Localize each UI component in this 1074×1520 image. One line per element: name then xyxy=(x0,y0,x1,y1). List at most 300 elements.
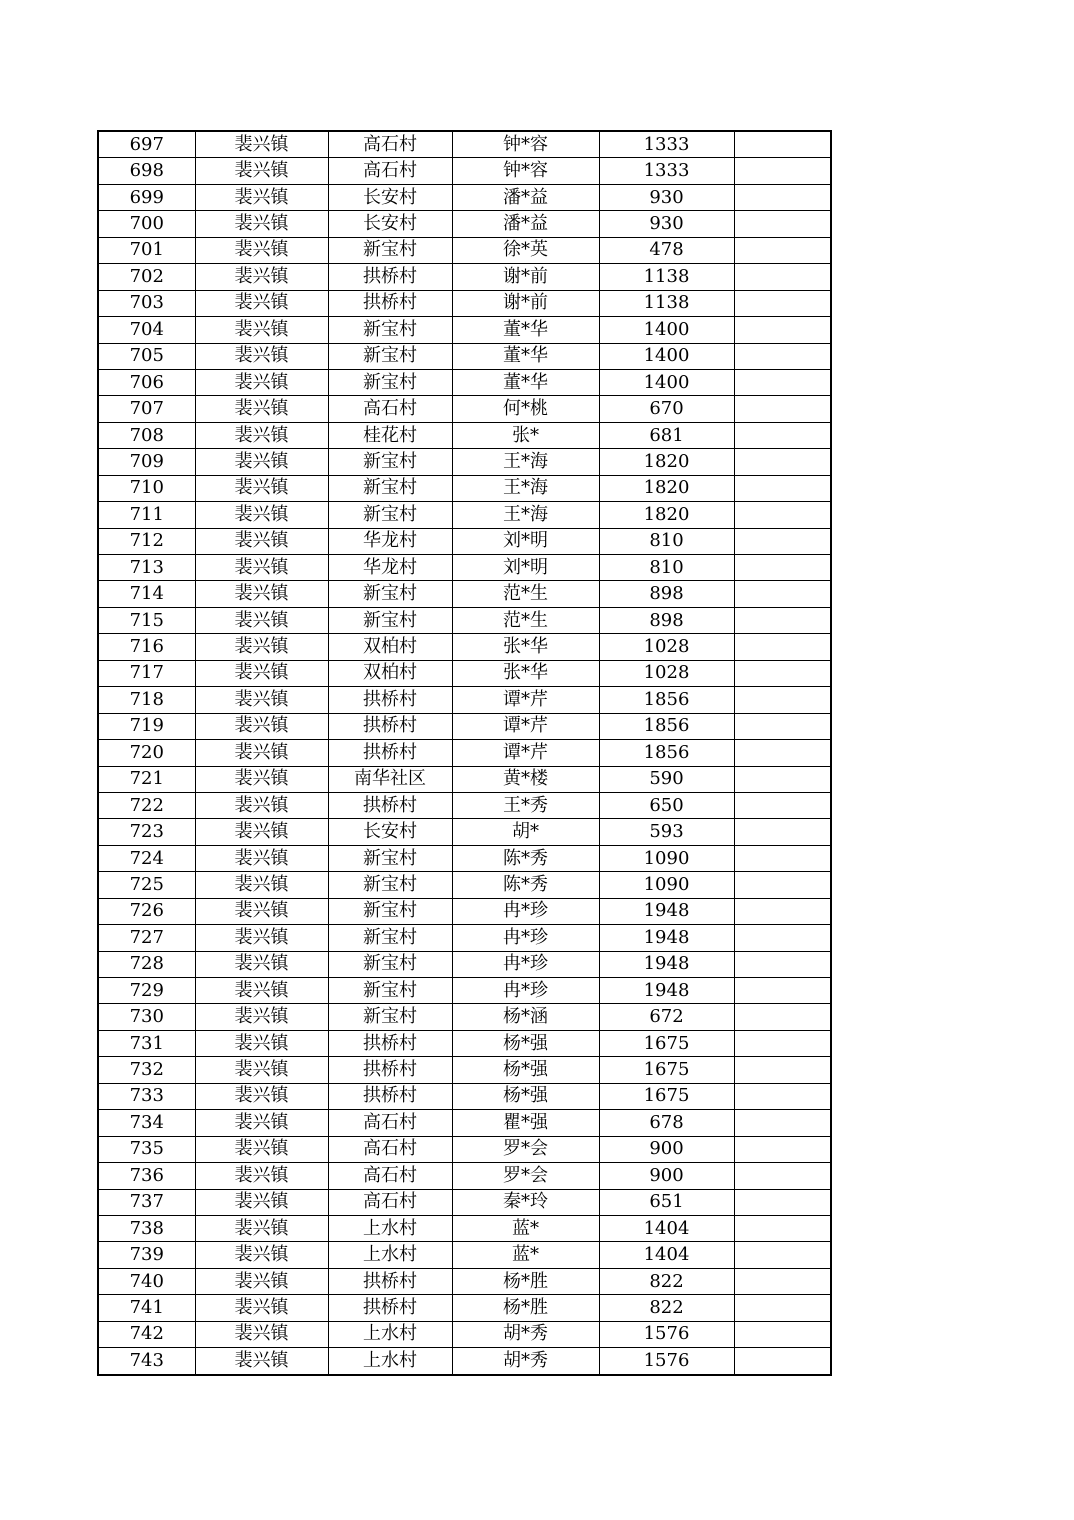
row-number-cell: 718 xyxy=(98,687,195,713)
table-row xyxy=(98,184,831,210)
town-cell: 裴兴镇 xyxy=(195,1321,328,1347)
note-cell xyxy=(734,1189,831,1215)
note-cell xyxy=(734,1242,831,1268)
table-row xyxy=(98,1057,831,1083)
village-cell: 高石村 xyxy=(328,1136,452,1162)
table-row xyxy=(98,634,831,660)
person-name-cell: 王*海 xyxy=(452,502,599,528)
amount-cell: 1138 xyxy=(599,290,734,316)
town-cell: 裴兴镇 xyxy=(195,264,328,290)
note-cell xyxy=(734,713,831,739)
row-number-cell: 726 xyxy=(98,898,195,924)
amount-cell: 1856 xyxy=(599,687,734,713)
row-number-cell: 713 xyxy=(98,555,195,581)
table-row xyxy=(98,1030,831,1056)
person-name-cell: 冉*珍 xyxy=(452,898,599,924)
note-cell xyxy=(734,528,831,554)
person-name-cell: 冉*珍 xyxy=(452,925,599,951)
person-name-cell: 杨*涵 xyxy=(452,1004,599,1030)
note-cell xyxy=(734,1295,831,1321)
town-cell: 裴兴镇 xyxy=(195,1348,328,1375)
table-row xyxy=(98,978,831,1004)
note-cell xyxy=(734,1057,831,1083)
row-number-cell: 708 xyxy=(98,422,195,448)
row-number-cell: 743 xyxy=(98,1348,195,1375)
note-cell xyxy=(734,1004,831,1030)
note-cell xyxy=(734,1321,831,1347)
town-cell: 裴兴镇 xyxy=(195,1189,328,1215)
note-cell xyxy=(734,264,831,290)
note-cell xyxy=(734,872,831,898)
note-cell xyxy=(734,766,831,792)
person-name-cell: 黄*楼 xyxy=(452,766,599,792)
table-row xyxy=(98,925,831,951)
village-cell: 长安村 xyxy=(328,819,452,845)
note-cell xyxy=(734,449,831,475)
amount-cell: 1404 xyxy=(599,1242,734,1268)
village-cell: 新宝村 xyxy=(328,475,452,501)
row-number-cell: 738 xyxy=(98,1215,195,1241)
data-table xyxy=(97,130,832,1376)
village-cell: 上水村 xyxy=(328,1242,452,1268)
row-number-cell: 706 xyxy=(98,369,195,395)
village-cell: 双柏村 xyxy=(328,660,452,686)
amount-cell: 1820 xyxy=(599,475,734,501)
town-cell: 裴兴镇 xyxy=(195,475,328,501)
person-name-cell: 潘*益 xyxy=(452,211,599,237)
town-cell: 裴兴镇 xyxy=(195,1268,328,1294)
person-name-cell: 谭*芹 xyxy=(452,687,599,713)
person-name-cell: 刘*明 xyxy=(452,555,599,581)
village-cell: 新宝村 xyxy=(328,978,452,1004)
row-number-cell: 739 xyxy=(98,1242,195,1268)
table-row xyxy=(98,687,831,713)
note-cell xyxy=(734,660,831,686)
amount-cell: 1404 xyxy=(599,1215,734,1241)
note-cell xyxy=(734,607,831,633)
town-cell: 裴兴镇 xyxy=(195,131,328,158)
town-cell: 裴兴镇 xyxy=(195,1295,328,1321)
town-cell: 裴兴镇 xyxy=(195,449,328,475)
town-cell: 裴兴镇 xyxy=(195,951,328,977)
row-number-cell: 719 xyxy=(98,713,195,739)
row-number-cell: 727 xyxy=(98,925,195,951)
note-cell xyxy=(734,555,831,581)
table-row xyxy=(98,158,831,184)
town-cell: 裴兴镇 xyxy=(195,925,328,951)
village-cell: 高石村 xyxy=(328,1189,452,1215)
table-row xyxy=(98,1136,831,1162)
table-row xyxy=(98,475,831,501)
row-number-cell: 722 xyxy=(98,792,195,818)
table-row xyxy=(98,1004,831,1030)
table-row xyxy=(98,369,831,395)
amount-cell: 900 xyxy=(599,1163,734,1189)
village-cell: 新宝村 xyxy=(328,343,452,369)
village-cell: 上水村 xyxy=(328,1348,452,1375)
note-cell xyxy=(734,131,831,158)
person-name-cell: 王*海 xyxy=(452,449,599,475)
amount-cell: 1675 xyxy=(599,1083,734,1109)
amount-cell: 1333 xyxy=(599,158,734,184)
table-row xyxy=(98,1295,831,1321)
row-number-cell: 736 xyxy=(98,1163,195,1189)
table-row xyxy=(98,1189,831,1215)
person-name-cell: 杨*胜 xyxy=(452,1295,599,1321)
note-cell xyxy=(734,475,831,501)
person-name-cell: 蓝* xyxy=(452,1242,599,1268)
town-cell: 裴兴镇 xyxy=(195,290,328,316)
amount-cell: 1028 xyxy=(599,634,734,660)
row-number-cell: 704 xyxy=(98,317,195,343)
town-cell: 裴兴镇 xyxy=(195,607,328,633)
town-cell: 裴兴镇 xyxy=(195,845,328,871)
row-number-cell: 709 xyxy=(98,449,195,475)
table-row xyxy=(98,872,831,898)
note-cell xyxy=(734,1163,831,1189)
village-cell: 新宝村 xyxy=(328,449,452,475)
person-name-cell: 杨*强 xyxy=(452,1030,599,1056)
note-cell xyxy=(734,1215,831,1241)
amount-cell: 1948 xyxy=(599,951,734,977)
table-row xyxy=(98,1242,831,1268)
person-name-cell: 张*华 xyxy=(452,660,599,686)
person-name-cell: 杨*强 xyxy=(452,1057,599,1083)
note-cell xyxy=(734,290,831,316)
person-name-cell: 钟*容 xyxy=(452,158,599,184)
table-row xyxy=(98,845,831,871)
person-name-cell: 范*生 xyxy=(452,607,599,633)
note-cell xyxy=(734,502,831,528)
village-cell: 华龙村 xyxy=(328,555,452,581)
row-number-cell: 740 xyxy=(98,1268,195,1294)
row-number-cell: 730 xyxy=(98,1004,195,1030)
table-row xyxy=(98,264,831,290)
table-row xyxy=(98,898,831,924)
village-cell: 拱桥村 xyxy=(328,1057,452,1083)
row-number-cell: 729 xyxy=(98,978,195,1004)
note-cell xyxy=(734,422,831,448)
table-row xyxy=(98,449,831,475)
amount-cell: 651 xyxy=(599,1189,734,1215)
amount-cell: 478 xyxy=(599,237,734,263)
town-cell: 裴兴镇 xyxy=(195,1215,328,1241)
table-row xyxy=(98,396,831,422)
village-cell: 南华社区 xyxy=(328,766,452,792)
person-name-cell: 张*华 xyxy=(452,634,599,660)
note-cell xyxy=(734,1110,831,1136)
table-row xyxy=(98,766,831,792)
amount-cell: 672 xyxy=(599,1004,734,1030)
person-name-cell: 冉*珍 xyxy=(452,978,599,1004)
village-cell: 新宝村 xyxy=(328,369,452,395)
town-cell: 裴兴镇 xyxy=(195,237,328,263)
table-row xyxy=(98,607,831,633)
row-number-cell: 711 xyxy=(98,502,195,528)
table-row xyxy=(98,581,831,607)
row-number-cell: 700 xyxy=(98,211,195,237)
row-number-cell: 715 xyxy=(98,607,195,633)
town-cell: 裴兴镇 xyxy=(195,713,328,739)
person-name-cell: 董*华 xyxy=(452,369,599,395)
town-cell: 裴兴镇 xyxy=(195,687,328,713)
village-cell: 高石村 xyxy=(328,1110,452,1136)
amount-cell: 898 xyxy=(599,607,734,633)
village-cell: 拱桥村 xyxy=(328,740,452,766)
town-cell: 裴兴镇 xyxy=(195,819,328,845)
note-cell xyxy=(734,1136,831,1162)
table-row xyxy=(98,1215,831,1241)
amount-cell: 900 xyxy=(599,1136,734,1162)
village-cell: 新宝村 xyxy=(328,237,452,263)
town-cell: 裴兴镇 xyxy=(195,1057,328,1083)
table-row xyxy=(98,660,831,686)
note-cell xyxy=(734,396,831,422)
town-cell: 裴兴镇 xyxy=(195,1163,328,1189)
note-cell xyxy=(734,951,831,977)
amount-cell: 1138 xyxy=(599,264,734,290)
row-number-cell: 732 xyxy=(98,1057,195,1083)
person-name-cell: 董*华 xyxy=(452,343,599,369)
row-number-cell: 701 xyxy=(98,237,195,263)
village-cell: 拱桥村 xyxy=(328,687,452,713)
person-name-cell: 王*海 xyxy=(452,475,599,501)
row-number-cell: 705 xyxy=(98,343,195,369)
amount-cell: 1028 xyxy=(599,660,734,686)
village-cell: 新宝村 xyxy=(328,502,452,528)
town-cell: 裴兴镇 xyxy=(195,502,328,528)
person-name-cell: 董*华 xyxy=(452,317,599,343)
town-cell: 裴兴镇 xyxy=(195,555,328,581)
person-name-cell: 潘*益 xyxy=(452,184,599,210)
table-row xyxy=(98,740,831,766)
row-number-cell: 720 xyxy=(98,740,195,766)
village-cell: 拱桥村 xyxy=(328,264,452,290)
row-number-cell: 731 xyxy=(98,1030,195,1056)
village-cell: 新宝村 xyxy=(328,898,452,924)
town-cell: 裴兴镇 xyxy=(195,317,328,343)
village-cell: 华龙村 xyxy=(328,528,452,554)
note-cell xyxy=(734,237,831,263)
table-row xyxy=(98,555,831,581)
town-cell: 裴兴镇 xyxy=(195,634,328,660)
town-cell: 裴兴镇 xyxy=(195,396,328,422)
person-name-cell: 胡*秀 xyxy=(452,1348,599,1375)
amount-cell: 650 xyxy=(599,792,734,818)
amount-cell: 1948 xyxy=(599,925,734,951)
table-row xyxy=(98,317,831,343)
table-row xyxy=(98,951,831,977)
village-cell: 高石村 xyxy=(328,131,452,158)
note-cell xyxy=(734,898,831,924)
town-cell: 裴兴镇 xyxy=(195,184,328,210)
row-number-cell: 742 xyxy=(98,1321,195,1347)
note-cell xyxy=(734,687,831,713)
village-cell: 拱桥村 xyxy=(328,1083,452,1109)
town-cell: 裴兴镇 xyxy=(195,898,328,924)
person-name-cell: 罗*会 xyxy=(452,1163,599,1189)
town-cell: 裴兴镇 xyxy=(195,1242,328,1268)
person-name-cell: 王*秀 xyxy=(452,792,599,818)
amount-cell: 930 xyxy=(599,211,734,237)
note-cell xyxy=(734,1348,831,1375)
town-cell: 裴兴镇 xyxy=(195,978,328,1004)
village-cell: 拱桥村 xyxy=(328,792,452,818)
amount-cell: 590 xyxy=(599,766,734,792)
amount-cell: 1856 xyxy=(599,713,734,739)
table-row xyxy=(98,1083,831,1109)
note-cell xyxy=(734,1083,831,1109)
town-cell: 裴兴镇 xyxy=(195,1030,328,1056)
table-row xyxy=(98,1348,831,1375)
row-number-cell: 724 xyxy=(98,845,195,871)
table-row xyxy=(98,343,831,369)
table-row xyxy=(98,1163,831,1189)
table-row xyxy=(98,819,831,845)
amount-cell: 810 xyxy=(599,555,734,581)
note-cell xyxy=(734,317,831,343)
row-number-cell: 710 xyxy=(98,475,195,501)
row-number-cell: 728 xyxy=(98,951,195,977)
town-cell: 裴兴镇 xyxy=(195,660,328,686)
village-cell: 拱桥村 xyxy=(328,1295,452,1321)
row-number-cell: 717 xyxy=(98,660,195,686)
town-cell: 裴兴镇 xyxy=(195,158,328,184)
note-cell xyxy=(734,211,831,237)
person-name-cell: 瞿*强 xyxy=(452,1110,599,1136)
person-name-cell: 胡* xyxy=(452,819,599,845)
amount-cell: 1576 xyxy=(599,1348,734,1375)
village-cell: 新宝村 xyxy=(328,317,452,343)
table-row xyxy=(98,713,831,739)
amount-cell: 1400 xyxy=(599,317,734,343)
village-cell: 新宝村 xyxy=(328,925,452,951)
village-cell: 新宝村 xyxy=(328,581,452,607)
note-cell xyxy=(734,1030,831,1056)
person-name-cell: 徐*英 xyxy=(452,237,599,263)
village-cell: 新宝村 xyxy=(328,607,452,633)
table-row xyxy=(98,422,831,448)
table-row xyxy=(98,1321,831,1347)
amount-cell: 1576 xyxy=(599,1321,734,1347)
row-number-cell: 723 xyxy=(98,819,195,845)
row-number-cell: 725 xyxy=(98,872,195,898)
person-name-cell: 谢*前 xyxy=(452,290,599,316)
town-cell: 裴兴镇 xyxy=(195,211,328,237)
amount-cell: 898 xyxy=(599,581,734,607)
person-name-cell: 胡*秀 xyxy=(452,1321,599,1347)
village-cell: 上水村 xyxy=(328,1215,452,1241)
amount-cell: 1333 xyxy=(599,131,734,158)
note-cell xyxy=(734,184,831,210)
person-name-cell: 刘*明 xyxy=(452,528,599,554)
note-cell xyxy=(734,978,831,1004)
village-cell: 桂花村 xyxy=(328,422,452,448)
amount-cell: 822 xyxy=(599,1268,734,1294)
note-cell xyxy=(734,1268,831,1294)
amount-cell: 670 xyxy=(599,396,734,422)
amount-cell: 1675 xyxy=(599,1030,734,1056)
person-name-cell: 何*桃 xyxy=(452,396,599,422)
person-name-cell: 钟*容 xyxy=(452,131,599,158)
amount-cell: 1400 xyxy=(599,343,734,369)
row-number-cell: 714 xyxy=(98,581,195,607)
village-cell: 长安村 xyxy=(328,211,452,237)
row-number-cell: 703 xyxy=(98,290,195,316)
spreadsheet-page xyxy=(97,130,832,1376)
table-row xyxy=(98,290,831,316)
note-cell xyxy=(734,581,831,607)
row-number-cell: 733 xyxy=(98,1083,195,1109)
village-cell: 长安村 xyxy=(328,184,452,210)
person-name-cell: 秦*玲 xyxy=(452,1189,599,1215)
row-number-cell: 721 xyxy=(98,766,195,792)
town-cell: 裴兴镇 xyxy=(195,581,328,607)
amount-cell: 810 xyxy=(599,528,734,554)
town-cell: 裴兴镇 xyxy=(195,792,328,818)
table-row xyxy=(98,528,831,554)
town-cell: 裴兴镇 xyxy=(195,872,328,898)
amount-cell: 681 xyxy=(599,422,734,448)
table-row xyxy=(98,211,831,237)
person-name-cell: 冉*珍 xyxy=(452,951,599,977)
amount-cell: 1820 xyxy=(599,502,734,528)
town-cell: 裴兴镇 xyxy=(195,528,328,554)
village-cell: 拱桥村 xyxy=(328,290,452,316)
amount-cell: 1856 xyxy=(599,740,734,766)
amount-cell: 822 xyxy=(599,1295,734,1321)
amount-cell: 1948 xyxy=(599,898,734,924)
person-name-cell: 范*生 xyxy=(452,581,599,607)
amount-cell: 1400 xyxy=(599,369,734,395)
town-cell: 裴兴镇 xyxy=(195,1136,328,1162)
town-cell: 裴兴镇 xyxy=(195,766,328,792)
amount-cell: 593 xyxy=(599,819,734,845)
person-name-cell: 陈*秀 xyxy=(452,872,599,898)
town-cell: 裴兴镇 xyxy=(195,422,328,448)
person-name-cell: 张* xyxy=(452,422,599,448)
row-number-cell: 698 xyxy=(98,158,195,184)
note-cell xyxy=(734,819,831,845)
table-row xyxy=(98,1110,831,1136)
person-name-cell: 陈*秀 xyxy=(452,845,599,871)
town-cell: 裴兴镇 xyxy=(195,740,328,766)
row-number-cell: 741 xyxy=(98,1295,195,1321)
note-cell xyxy=(734,634,831,660)
table-row xyxy=(98,792,831,818)
note-cell xyxy=(734,343,831,369)
amount-cell: 930 xyxy=(599,184,734,210)
village-cell: 高石村 xyxy=(328,158,452,184)
amount-cell: 678 xyxy=(599,1110,734,1136)
person-name-cell: 杨*胜 xyxy=(452,1268,599,1294)
village-cell: 拱桥村 xyxy=(328,1268,452,1294)
amount-cell: 1090 xyxy=(599,872,734,898)
village-cell: 双柏村 xyxy=(328,634,452,660)
person-name-cell: 杨*强 xyxy=(452,1083,599,1109)
row-number-cell: 735 xyxy=(98,1136,195,1162)
person-name-cell: 谭*芹 xyxy=(452,713,599,739)
amount-cell: 1090 xyxy=(599,845,734,871)
amount-cell: 1675 xyxy=(599,1057,734,1083)
village-cell: 高石村 xyxy=(328,396,452,422)
note-cell xyxy=(734,158,831,184)
amount-cell: 1948 xyxy=(599,978,734,1004)
table-row xyxy=(98,502,831,528)
village-cell: 拱桥村 xyxy=(328,713,452,739)
note-cell xyxy=(734,792,831,818)
row-number-cell: 712 xyxy=(98,528,195,554)
